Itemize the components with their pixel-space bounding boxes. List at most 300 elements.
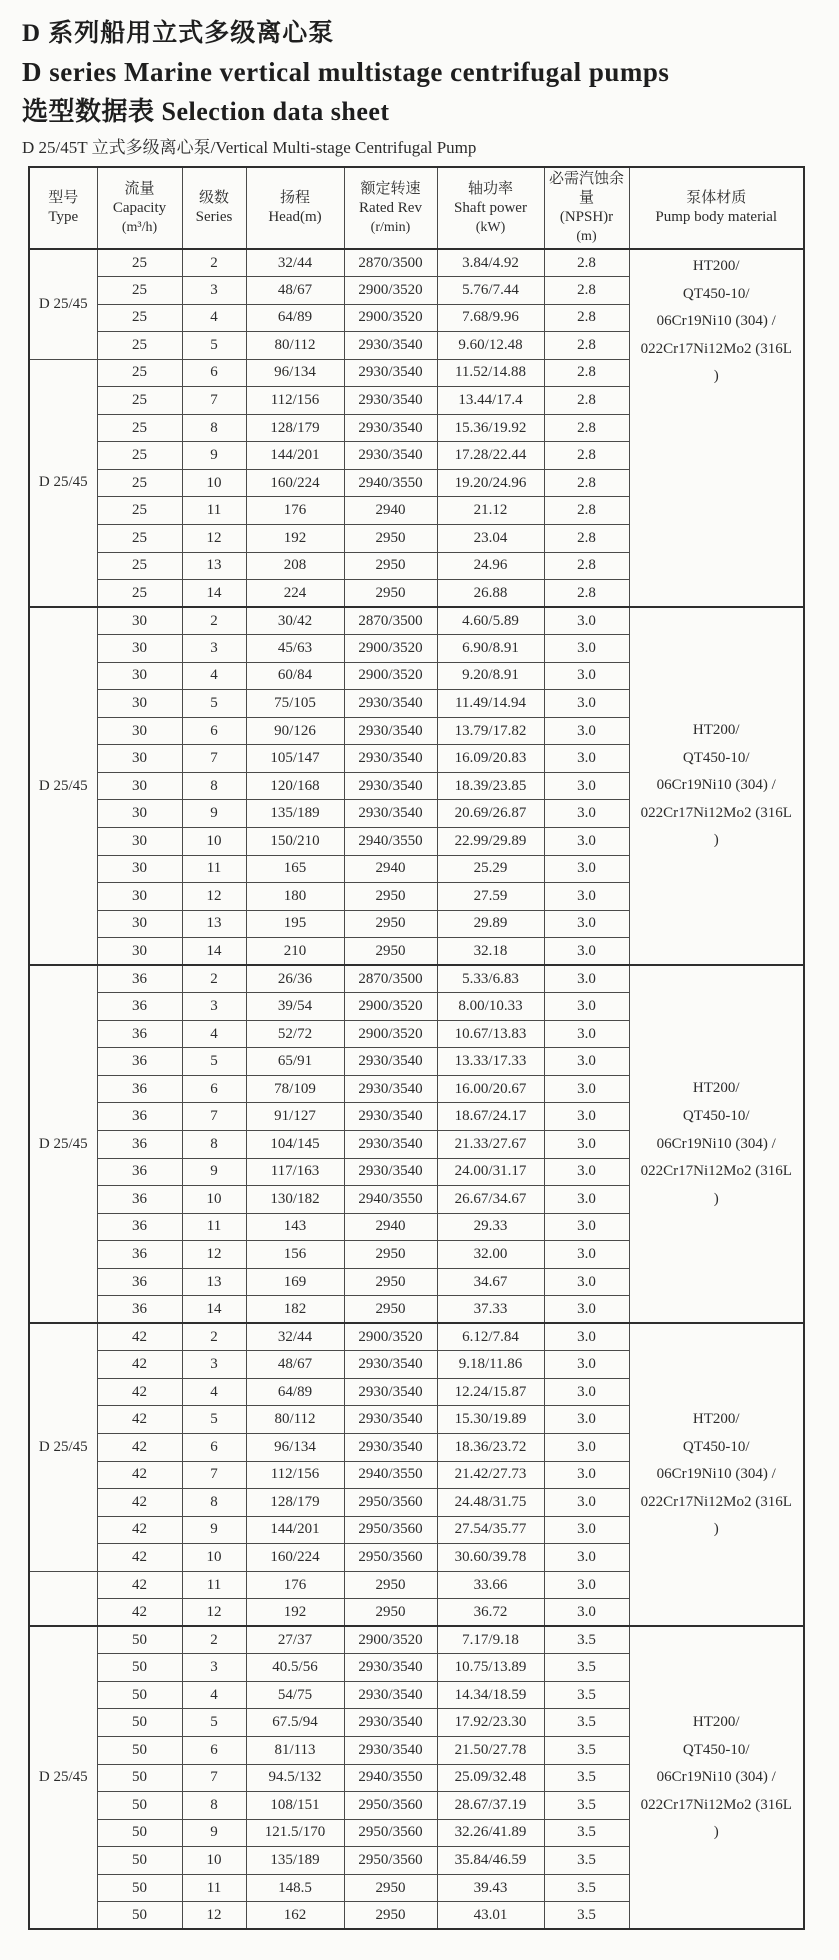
shaft-power-cell: 25.29 — [437, 855, 544, 883]
series-cell: 6 — [182, 1075, 246, 1103]
rated-rev-cell: 2900/3520 — [344, 993, 437, 1021]
shaft-power-cell: 5.76/7.44 — [437, 277, 544, 305]
shaft-power-cell: 9.18/11.86 — [437, 1351, 544, 1379]
col-header-npsh-cn: 必需汽蚀余量 — [548, 171, 624, 206]
capacity-cell: 36 — [97, 1158, 182, 1186]
shaft-power-cell: 6.90/8.91 — [437, 635, 544, 663]
material-line: ) — [713, 1824, 719, 1841]
col-header-series-en: Series — [195, 209, 233, 225]
table-row — [29, 1323, 804, 1351]
npsh-cell: 3.0 — [544, 607, 629, 635]
capacity-cell: 42 — [97, 1544, 182, 1572]
series-cell: 10 — [182, 469, 246, 497]
npsh-cell: 3.5 — [544, 1902, 629, 1930]
col-header-shaft-power-en: Shaft power — [454, 199, 527, 216]
head-cell: 112/156 — [246, 387, 344, 415]
head-cell: 30/42 — [246, 607, 344, 635]
capacity-cell: 50 — [97, 1737, 182, 1765]
shaft-power-cell: 9.60/12.48 — [437, 332, 544, 360]
npsh-cell: 3.5 — [544, 1709, 629, 1737]
shaft-power-cell: 29.89 — [437, 910, 544, 938]
capacity-cell: 30 — [97, 800, 182, 828]
shaft-power-cell: 16.00/20.67 — [437, 1075, 544, 1103]
material-line: ) — [713, 1521, 719, 1538]
rated-rev-cell: 2900/3520 — [344, 304, 437, 332]
rated-rev-cell: 2930/3540 — [344, 1048, 437, 1076]
npsh-cell: 3.0 — [544, 827, 629, 855]
series-cell: 4 — [182, 662, 246, 690]
series-cell: 2 — [182, 249, 246, 277]
shaft-power-cell: 10.67/13.83 — [437, 1020, 544, 1048]
material-line: 06Cr19Ni10 (304) / — [656, 777, 776, 794]
rated-rev-cell: 2940/3550 — [344, 1186, 437, 1214]
material-cell — [629, 1626, 804, 1929]
rated-rev-cell: 2870/3500 — [344, 249, 437, 277]
npsh-cell: 3.0 — [544, 855, 629, 883]
shaft-power-cell: 29.33 — [437, 1213, 544, 1241]
series-cell: 7 — [182, 1461, 246, 1489]
series-cell: 11 — [182, 497, 246, 525]
shaft-power-cell: 13.44/17.4 — [437, 387, 544, 415]
series-cell: 5 — [182, 690, 246, 718]
rated-rev-cell: 2930/3540 — [344, 1681, 437, 1709]
head-cell: 162 — [246, 1902, 344, 1930]
npsh-cell: 3.0 — [544, 1131, 629, 1159]
series-cell: 8 — [182, 1792, 246, 1820]
shaft-power-cell: 24.48/31.75 — [437, 1489, 544, 1517]
head-cell: 120/168 — [246, 772, 344, 800]
col-header-capacity-cn: 流量 — [124, 180, 155, 197]
rated-rev-cell: 2930/3540 — [344, 442, 437, 470]
capacity-cell: 25 — [97, 552, 182, 580]
npsh-cell: 3.0 — [544, 1406, 629, 1434]
capacity-cell: 30 — [97, 772, 182, 800]
capacity-cell: 36 — [97, 1296, 182, 1324]
npsh-cell: 3.0 — [544, 1516, 629, 1544]
material-line: 022Cr17Ni12Mo2 (316L — [640, 1163, 792, 1180]
capacity-cell: 36 — [97, 1020, 182, 1048]
npsh-cell: 2.8 — [544, 359, 629, 387]
shaft-power-cell: 18.36/23.72 — [437, 1434, 544, 1462]
npsh-cell: 2.8 — [544, 332, 629, 360]
npsh-cell: 3.0 — [544, 1241, 629, 1269]
npsh-cell: 2.8 — [544, 387, 629, 415]
head-cell: 117/163 — [246, 1158, 344, 1186]
rated-rev-cell: 2930/3540 — [344, 1654, 437, 1682]
table-row — [29, 965, 804, 993]
shaft-power-cell: 13.33/17.33 — [437, 1048, 544, 1076]
shaft-power-cell: 13.79/17.82 — [437, 717, 544, 745]
head-cell: 156 — [246, 1241, 344, 1269]
capacity-cell: 50 — [97, 1902, 182, 1930]
shaft-power-cell: 4.60/5.89 — [437, 607, 544, 635]
npsh-cell: 3.5 — [544, 1654, 629, 1682]
material-line: 06Cr19Ni10 (304) / — [656, 1769, 776, 1786]
shaft-power-cell: 22.99/29.89 — [437, 827, 544, 855]
head-cell: 210 — [246, 938, 344, 966]
npsh-cell: 3.5 — [544, 1819, 629, 1847]
shaft-power-cell: 21.50/27.78 — [437, 1737, 544, 1765]
capacity-cell: 36 — [97, 1213, 182, 1241]
series-cell: 12 — [182, 883, 246, 911]
col-header-npsh — [544, 167, 629, 249]
capacity-cell: 50 — [97, 1874, 182, 1902]
capacity-cell: 50 — [97, 1654, 182, 1682]
rated-rev-cell: 2940/3550 — [344, 1764, 437, 1792]
shaft-power-cell: 36.72 — [437, 1599, 544, 1627]
material-line: 022Cr17Ni12Mo2 (316L — [640, 1796, 792, 1813]
series-cell: 3 — [182, 993, 246, 1021]
npsh-cell: 3.0 — [544, 1075, 629, 1103]
head-cell: 52/72 — [246, 1020, 344, 1048]
capacity-cell: 36 — [97, 1103, 182, 1131]
col-header-material — [629, 167, 804, 249]
npsh-cell: 3.0 — [544, 1544, 629, 1572]
rated-rev-cell: 2930/3540 — [344, 1351, 437, 1379]
shaft-power-cell: 6.12/7.84 — [437, 1323, 544, 1351]
capacity-cell: 50 — [97, 1847, 182, 1875]
npsh-cell: 2.8 — [544, 580, 629, 608]
npsh-cell: 2.8 — [544, 552, 629, 580]
series-cell: 6 — [182, 1434, 246, 1462]
series-cell: 11 — [182, 1571, 246, 1599]
series-cell: 11 — [182, 1874, 246, 1902]
npsh-cell: 2.8 — [544, 442, 629, 470]
col-header-npsh-en: (NPSH)r — [559, 209, 614, 225]
shaft-power-cell: 16.09/20.83 — [437, 745, 544, 773]
head-cell: 160/224 — [246, 1544, 344, 1572]
capacity-cell: 30 — [97, 910, 182, 938]
col-header-capacity-unit: (m³/h) — [121, 219, 158, 235]
shaft-power-cell: 21.33/27.67 — [437, 1131, 544, 1159]
shaft-power-cell: 7.17/9.18 — [437, 1626, 544, 1654]
material-line: HT200/ — [692, 1410, 740, 1427]
page-title-cn: D 系列船用立式多级离心泵 — [22, 20, 335, 47]
col-header-rated-rev-cn: 额定转速 — [360, 180, 421, 197]
head-cell: 39/54 — [246, 993, 344, 1021]
series-cell: 14 — [182, 1296, 246, 1324]
npsh-cell: 3.0 — [544, 1434, 629, 1462]
npsh-cell: 3.0 — [544, 1599, 629, 1627]
capacity-cell: 42 — [97, 1351, 182, 1379]
shaft-power-cell: 39.43 — [437, 1874, 544, 1902]
capacity-cell: 30 — [97, 635, 182, 663]
material-line: 06Cr19Ni10 (304) / — [656, 313, 776, 330]
capacity-cell: 25 — [97, 277, 182, 305]
rated-rev-cell: 2950/3560 — [344, 1819, 437, 1847]
shaft-power-cell: 3.84/4.92 — [437, 249, 544, 277]
rated-rev-cell: 2930/3540 — [344, 1131, 437, 1159]
npsh-cell: 3.5 — [544, 1847, 629, 1875]
head-cell: 208 — [246, 552, 344, 580]
rated-rev-cell: 2940/3550 — [344, 1461, 437, 1489]
npsh-cell: 2.8 — [544, 249, 629, 277]
capacity-cell: 42 — [97, 1489, 182, 1517]
material-line: QT450-10/ — [682, 285, 750, 302]
col-header-material-cn: 泵体材质 — [686, 190, 747, 206]
capacity-cell: 50 — [97, 1792, 182, 1820]
npsh-cell: 3.0 — [544, 1048, 629, 1076]
material-cell — [629, 607, 804, 965]
capacity-cell: 25 — [97, 359, 182, 387]
shaft-power-cell: 37.33 — [437, 1296, 544, 1324]
shaft-power-cell: 18.67/24.17 — [437, 1103, 544, 1131]
capacity-cell: 25 — [97, 442, 182, 470]
head-cell: 144/201 — [246, 1516, 344, 1544]
rated-rev-cell: 2870/3500 — [344, 607, 437, 635]
rated-rev-cell: 2940/3550 — [344, 827, 437, 855]
capacity-cell: 50 — [97, 1709, 182, 1737]
series-cell: 10 — [182, 1544, 246, 1572]
npsh-cell: 3.0 — [544, 1378, 629, 1406]
head-cell: 64/89 — [246, 1378, 344, 1406]
npsh-cell: 3.0 — [544, 938, 629, 966]
series-cell: 9 — [182, 1158, 246, 1186]
rated-rev-cell: 2950 — [344, 524, 437, 552]
series-cell: 2 — [182, 965, 246, 993]
col-header-series — [182, 167, 246, 249]
shaft-power-cell: 27.59 — [437, 883, 544, 911]
series-cell: 2 — [182, 607, 246, 635]
capacity-cell: 30 — [97, 883, 182, 911]
capacity-cell: 36 — [97, 1131, 182, 1159]
page-title-en: D series Marine vertical multistage centrifugal pumps — [22, 57, 670, 87]
shaft-power-cell: 17.28/22.44 — [437, 442, 544, 470]
rated-rev-cell: 2950/3560 — [344, 1516, 437, 1544]
shaft-power-cell: 32.18 — [437, 938, 544, 966]
shaft-power-cell: 27.54/35.77 — [437, 1516, 544, 1544]
rated-rev-cell: 2930/3540 — [344, 800, 437, 828]
head-cell: 48/67 — [246, 277, 344, 305]
capacity-cell: 36 — [97, 1048, 182, 1076]
head-cell: 165 — [246, 855, 344, 883]
col-header-rated-rev-unit: (r/min) — [370, 219, 411, 235]
col-header-head-cn: 扬程 — [279, 190, 310, 206]
capacity-cell: 50 — [97, 1764, 182, 1792]
capacity-cell: 42 — [97, 1461, 182, 1489]
capacity-cell: 36 — [97, 1268, 182, 1296]
shaft-power-cell: 18.39/23.85 — [437, 772, 544, 800]
series-cell: 7 — [182, 1103, 246, 1131]
material-cell — [629, 1323, 804, 1626]
head-cell: 176 — [246, 1571, 344, 1599]
capacity-cell: 36 — [97, 993, 182, 1021]
head-cell: 144/201 — [246, 442, 344, 470]
capacity-cell: 50 — [97, 1819, 182, 1847]
rated-rev-cell: 2950 — [344, 1241, 437, 1269]
npsh-cell: 3.5 — [544, 1792, 629, 1820]
rated-rev-cell: 2930/3540 — [344, 717, 437, 745]
npsh-cell: 3.0 — [544, 1461, 629, 1489]
npsh-cell: 3.0 — [544, 1103, 629, 1131]
rated-rev-cell: 2950 — [344, 1599, 437, 1627]
col-header-npsh-unit: (m) — [576, 229, 597, 244]
capacity-cell: 36 — [97, 1186, 182, 1214]
series-cell: 11 — [182, 855, 246, 883]
shaft-power-cell: 35.84/46.59 — [437, 1847, 544, 1875]
head-cell: 32/44 — [246, 1323, 344, 1351]
npsh-cell: 3.0 — [544, 1186, 629, 1214]
shaft-power-cell: 20.69/26.87 — [437, 800, 544, 828]
col-header-material-en: Pump body material — [655, 209, 778, 225]
npsh-cell: 3.0 — [544, 1020, 629, 1048]
rated-rev-cell: 2950/3560 — [344, 1544, 437, 1572]
head-cell: 54/75 — [246, 1681, 344, 1709]
head-cell: 78/109 — [246, 1075, 344, 1103]
table-row — [29, 1626, 804, 1654]
head-cell: 64/89 — [246, 304, 344, 332]
material-line: ) — [713, 368, 719, 385]
material-line: HT200/ — [692, 258, 740, 274]
capacity-cell: 30 — [97, 827, 182, 855]
rated-rev-cell: 2930/3540 — [344, 1103, 437, 1131]
material-line: QT450-10/ — [682, 749, 750, 766]
col-header-type-cn: 型号 — [48, 190, 79, 206]
col-header-shaft-power — [437, 167, 544, 249]
head-cell: 96/134 — [246, 1434, 344, 1462]
npsh-cell: 3.0 — [544, 993, 629, 1021]
material-line: 022Cr17Ni12Mo2 (316L — [640, 1493, 792, 1510]
capacity-cell: 30 — [97, 662, 182, 690]
capacity-cell: 25 — [97, 524, 182, 552]
shaft-power-cell: 30.60/39.78 — [437, 1544, 544, 1572]
npsh-cell: 2.8 — [544, 469, 629, 497]
capacity-cell: 30 — [97, 855, 182, 883]
rated-rev-cell: 2950/3560 — [344, 1489, 437, 1517]
npsh-cell: 2.8 — [544, 304, 629, 332]
shaft-power-cell: 21.42/27.73 — [437, 1461, 544, 1489]
shaft-power-cell: 7.68/9.96 — [437, 304, 544, 332]
head-cell: 40.5/56 — [246, 1654, 344, 1682]
series-cell: 9 — [182, 1819, 246, 1847]
head-cell: 192 — [246, 1599, 344, 1627]
capacity-cell: 36 — [97, 1241, 182, 1269]
npsh-cell: 3.0 — [544, 965, 629, 993]
shaft-power-cell: 33.66 — [437, 1571, 544, 1599]
rated-rev-cell: 2950 — [344, 1296, 437, 1324]
head-cell: 80/112 — [246, 1406, 344, 1434]
rated-rev-cell: 2950/3560 — [344, 1847, 437, 1875]
series-cell: 8 — [182, 1131, 246, 1159]
npsh-cell: 2.8 — [544, 524, 629, 552]
rated-rev-cell: 2930/3540 — [344, 387, 437, 415]
capacity-cell: 42 — [97, 1434, 182, 1462]
col-header-capacity — [97, 167, 182, 249]
rated-rev-cell: 2930/3540 — [344, 332, 437, 360]
capacity-cell: 30 — [97, 717, 182, 745]
col-header-rated-rev — [344, 167, 437, 249]
npsh-cell: 3.0 — [544, 1571, 629, 1599]
head-cell: 91/127 — [246, 1103, 344, 1131]
rated-rev-cell: 2950 — [344, 580, 437, 608]
material-line: QT450-10/ — [682, 1438, 750, 1455]
series-cell: 8 — [182, 772, 246, 800]
npsh-cell: 3.0 — [544, 690, 629, 718]
rated-rev-cell: 2940 — [344, 1213, 437, 1241]
head-cell: 135/189 — [246, 800, 344, 828]
rated-rev-cell: 2930/3540 — [344, 1378, 437, 1406]
capacity-cell: 50 — [97, 1626, 182, 1654]
material-line: QT450-10/ — [682, 1107, 750, 1124]
rated-rev-cell: 2930/3540 — [344, 359, 437, 387]
col-header-type — [29, 167, 97, 249]
capacity-cell: 25 — [97, 304, 182, 332]
rated-rev-cell: 2900/3520 — [344, 1323, 437, 1351]
shaft-power-cell: 23.04 — [437, 524, 544, 552]
head-cell: 96/134 — [246, 359, 344, 387]
shaft-power-cell: 24.96 — [437, 552, 544, 580]
rated-rev-cell: 2950 — [344, 938, 437, 966]
capacity-cell: 30 — [97, 690, 182, 718]
series-cell: 3 — [182, 1654, 246, 1682]
npsh-cell: 3.0 — [544, 800, 629, 828]
capacity-cell: 30 — [97, 607, 182, 635]
series-cell: 5 — [182, 1048, 246, 1076]
series-cell: 2 — [182, 1323, 246, 1351]
capacity-cell: 42 — [97, 1571, 182, 1599]
rated-rev-cell: 2950 — [344, 552, 437, 580]
table-row — [29, 607, 804, 635]
head-cell: 104/145 — [246, 1131, 344, 1159]
npsh-cell: 3.0 — [544, 1489, 629, 1517]
series-cell: 7 — [182, 387, 246, 415]
table-caption: D 25/45T 立式多级离心泵/Vertical Multi-stage Centrifugal Pump — [22, 138, 477, 157]
npsh-cell: 2.8 — [544, 414, 629, 442]
npsh-cell: 3.0 — [544, 1268, 629, 1296]
head-cell: 130/182 — [246, 1186, 344, 1214]
series-cell: 9 — [182, 442, 246, 470]
series-cell: 14 — [182, 580, 246, 608]
rated-rev-cell: 2950 — [344, 910, 437, 938]
npsh-cell: 3.0 — [544, 910, 629, 938]
series-cell: 9 — [182, 1516, 246, 1544]
rated-rev-cell: 2930/3540 — [344, 1406, 437, 1434]
npsh-cell: 3.0 — [544, 662, 629, 690]
shaft-power-cell: 11.52/14.88 — [437, 359, 544, 387]
type-cell: D 25/45 — [29, 249, 97, 359]
series-cell: 2 — [182, 1626, 246, 1654]
table-body — [29, 249, 804, 1929]
rated-rev-cell: 2940/3550 — [344, 469, 437, 497]
head-cell: 160/224 — [246, 469, 344, 497]
series-cell: 7 — [182, 1764, 246, 1792]
shaft-power-cell: 10.75/13.89 — [437, 1654, 544, 1682]
npsh-cell: 3.0 — [544, 1213, 629, 1241]
shaft-power-cell: 21.12 — [437, 497, 544, 525]
npsh-cell: 3.0 — [544, 1323, 629, 1351]
capacity-cell: 42 — [97, 1406, 182, 1434]
shaft-power-cell: 19.20/24.96 — [437, 469, 544, 497]
head-cell: 45/63 — [246, 635, 344, 663]
rated-rev-cell: 2930/3540 — [344, 1709, 437, 1737]
type-cell: D 25/45 — [29, 965, 97, 1323]
col-header-shaft-power-unit: (kW) — [475, 219, 506, 235]
npsh-cell: 3.5 — [544, 1764, 629, 1792]
rated-rev-cell: 2930/3540 — [344, 745, 437, 773]
npsh-cell: 3.0 — [544, 1296, 629, 1324]
rated-rev-cell: 2950 — [344, 1268, 437, 1296]
npsh-cell: 3.5 — [544, 1737, 629, 1765]
type-cell: D 25/45 — [29, 359, 97, 607]
head-cell: 94.5/132 — [246, 1764, 344, 1792]
shaft-power-cell: 43.01 — [437, 1902, 544, 1930]
type-cell: D 25/45 — [29, 1626, 97, 1929]
series-cell: 4 — [182, 1020, 246, 1048]
series-cell: 10 — [182, 827, 246, 855]
material-cell — [629, 965, 804, 1323]
shaft-power-cell: 11.49/14.94 — [437, 690, 544, 718]
series-cell: 12 — [182, 1241, 246, 1269]
